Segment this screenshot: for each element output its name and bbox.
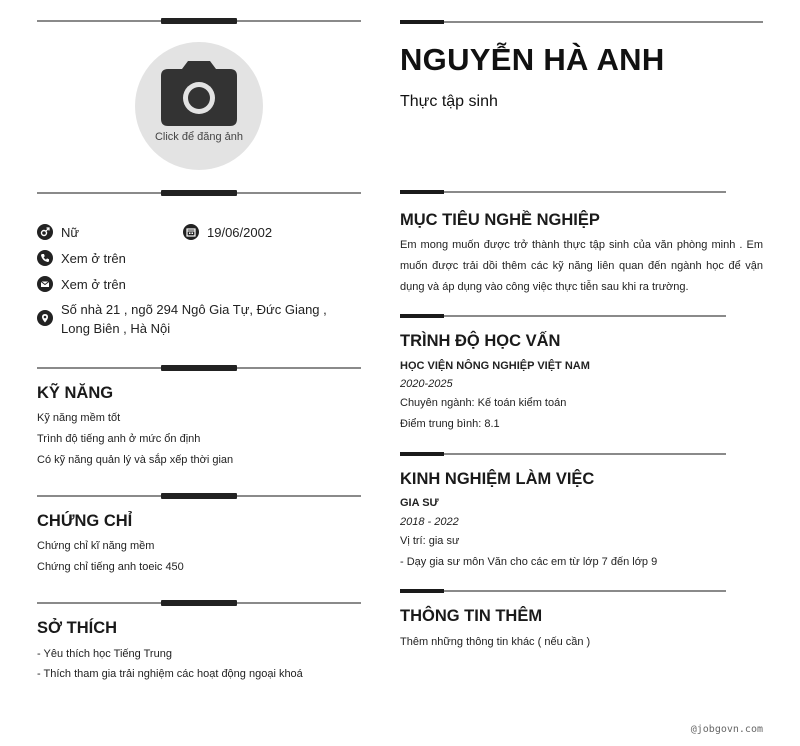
education-school: HỌC VIỆN NÔNG NGHIỆP VIỆT NAM <box>400 360 590 372</box>
job-title: Thực tập sinh <box>400 93 498 110</box>
skill-item: Có kỹ năng quản lý và sắp xếp thời gian <box>37 454 234 466</box>
certificates-title: CHỨNG CHỈ <box>37 512 133 530</box>
skill-item: Trình độ tiếng anh ở mức ổn định <box>37 433 201 445</box>
experience-role: GIA SƯ <box>400 497 439 509</box>
gender-value: Nữ <box>61 225 80 240</box>
watermark: @jobgovn.com <box>690 724 763 735</box>
divider-experience <box>400 453 726 455</box>
phone-icon <box>37 250 53 266</box>
contact-address <box>37 300 357 338</box>
divider-additional <box>400 590 726 592</box>
education-major: Chuyên ngành: Kế toán kiểm toán <box>400 397 567 409</box>
objective-text: Em mong muốn được trở thành thực tập sinh của văn phòng minh . Em muốn được trải dồi thêm các kỹ năng liên quan đến ngành học để vận dụng và áp dụng vào công việc thực tiễn sau khi ra trường. <box>400 239 763 293</box>
divider-photo-bottom <box>37 192 361 194</box>
divider-top-right <box>400 21 763 23</box>
experience-detail: - Dạy gia sư môn Văn cho các em từ lớp 7 đến lớp 9 <box>400 556 658 568</box>
profile-photo-upload[interactable] <box>135 42 263 170</box>
divider-certificates <box>37 495 361 497</box>
contact-gender <box>37 223 79 242</box>
contact-phone <box>37 249 126 268</box>
gender-icon <box>37 224 53 240</box>
divider-hobbies <box>37 602 361 604</box>
hobbies-title: SỞ THÍCH <box>37 619 118 637</box>
education-period: 2020-2025 <box>400 378 453 390</box>
location-pin-icon <box>37 310 53 326</box>
email-icon <box>37 276 53 292</box>
contact-birthday <box>183 223 272 242</box>
hobby-item: - Yêu thích học Tiếng Trung <box>37 648 172 660</box>
email-value: Xem ở trên <box>61 277 126 292</box>
experience-position: Vị trí: gia sư <box>400 535 460 547</box>
divider-objective <box>400 191 726 193</box>
additional-text: Thêm những thông tin khác ( nếu cần ) <box>400 636 591 648</box>
skill-item: Kỹ năng mềm tốt <box>37 412 121 424</box>
photo-upload-label: Click để đăng ảnh <box>154 131 244 143</box>
experience-period: 2018 - 2022 <box>400 516 459 528</box>
certificate-item: Chứng chỉ kĩ năng mềm <box>37 540 155 552</box>
birthday-value: 19/06/2002 <box>207 225 273 240</box>
additional-title: THÔNG TIN THÊM <box>400 607 543 625</box>
hobby-item: - Thích tham gia trải nghiệm các hoạt động ngoại khoá <box>37 668 303 680</box>
address-value: Số nhà 21 , ngõ 294 Ngô Gia Tự, Đức Giang , Long Biên , Hà Nội <box>61 302 327 336</box>
certificate-item: Chứng chỉ tiếng anh toeic 450 <box>37 561 184 573</box>
education-title: TRÌNH ĐỘ HỌC VẤN <box>400 332 561 350</box>
camera-icon <box>160 59 238 129</box>
contact-email <box>37 275 126 294</box>
education-gpa: Điểm trung bình: 8.1 <box>400 418 500 430</box>
objective-title: MỤC TIÊU NGHỀ NGHIỆP <box>400 211 600 229</box>
divider-skills <box>37 367 361 369</box>
phone-value: Xem ở trên <box>61 251 126 266</box>
divider-education <box>400 315 726 317</box>
candidate-name: NGUYỄN HÀ ANH <box>400 42 665 77</box>
skills-title: KỸ NĂNG <box>37 384 114 402</box>
experience-title: KINH NGHIỆM LÀM VIỆC <box>400 470 595 488</box>
calendar-icon <box>183 224 199 240</box>
divider-top-left <box>37 20 361 22</box>
